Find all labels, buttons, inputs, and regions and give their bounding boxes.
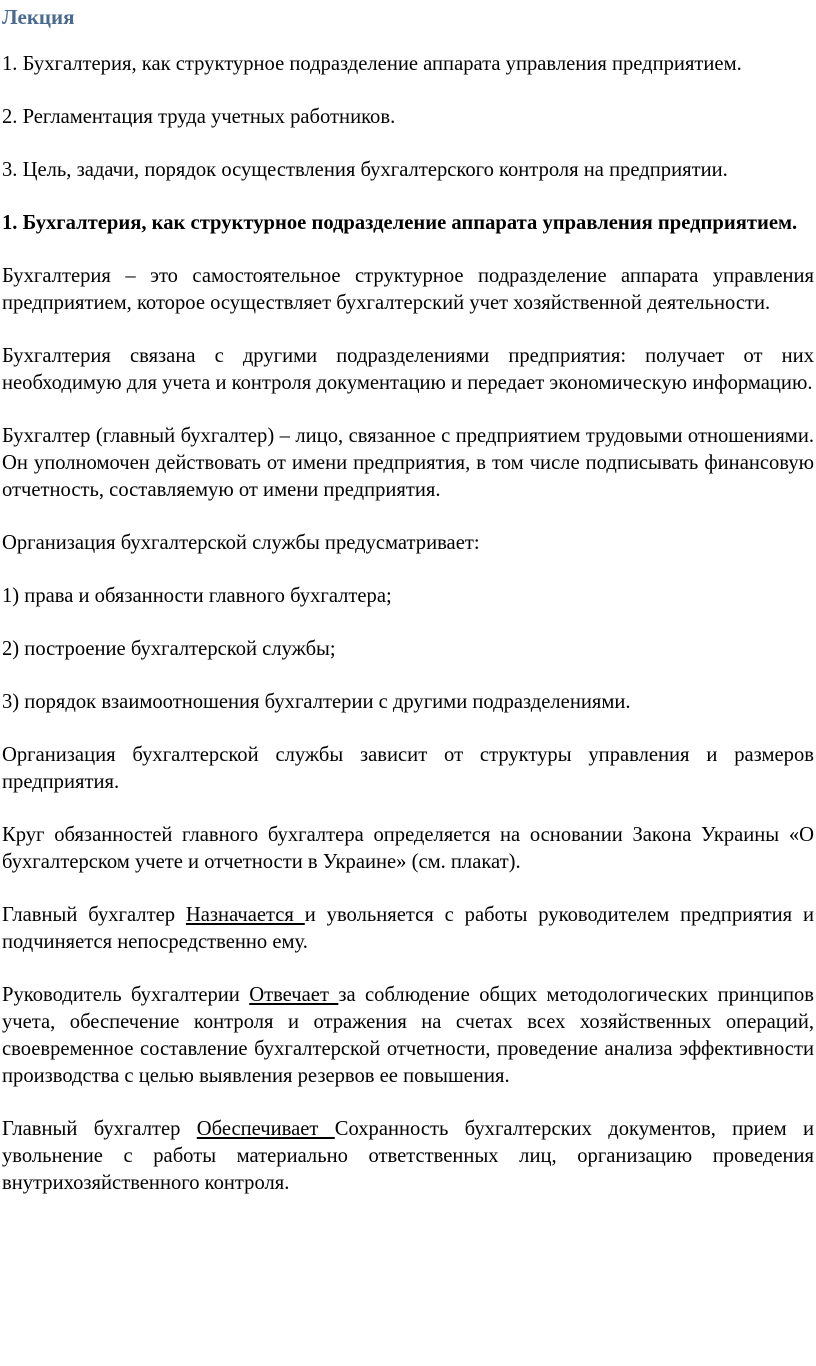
paragraph-duties: Круг обязанностей главного бухгалтера определяется на основании Закона Украины «О бухгалтерском учете и отчетности в Украине» (см. плакат). — [2, 824, 814, 873]
paragraph-ensures — [2, 1116, 814, 1197]
list-item-3: 3) порядок взаимоотношения бухгалтерии с другими подразделениями. — [2, 691, 631, 713]
paragraph-relations: Бухгалтерия связана с другими подразделениями предприятия: получает от них необходимую для учета и контроля документацию и передает экономическую информацию. — [2, 345, 814, 394]
plan-item-1: 1. Бухгалтерия, как структурное подразделение аппарата управления предприятием. — [2, 53, 742, 75]
appointed-link[interactable]: Назначается — [185, 904, 305, 926]
lecture-title: Лекция — [2, 5, 75, 29]
paragraph-responsible-start: Руководитель бухгалтерии — [2, 984, 250, 1006]
paragraph-accountant: Бухгалтер (главный бухгалтер) – лицо, связанное с предприятием трудовыми отношениями. Он уполномочен действовать от имени предприятия, в том числе подписывать финансовую отчетность, составляемую от имени предприятия. — [2, 425, 814, 501]
paragraph-appointed — [2, 902, 814, 956]
paragraph-structure: Организация бухгалтерской службы зависит от структуры управления и размеров предприятия. — [2, 744, 814, 793]
plan-item-2: 2. Регламентация труда учетных работников. — [2, 106, 396, 128]
list-item-2: 2) построение бухгалтерской службы; — [2, 638, 336, 660]
paragraph-appointed-end: и увольняется с работы руководителем предприятия и подчиняется непосредственно ему. — [2, 904, 814, 953]
paragraph-organization: Организация бухгалтерской службы предусматривает: — [2, 532, 480, 554]
plan-item-3: 3. Цель, задачи, порядок осуществления бухгалтерского контроля на предприятии. — [2, 159, 728, 181]
section-heading: 1. Бухгалтерия, как структурное подразделение аппарата управления предприятием. — [2, 212, 798, 234]
ensures-link[interactable]: Обеспечивает — [196, 1118, 335, 1140]
paragraph-responsible — [2, 982, 814, 1090]
paragraph-definition: Бухгалтерия – это самостоятельное структурное подразделение аппарата управления предприятием, которое осуществляет бухгалтерский учет хозяйственной деятельности. — [2, 265, 814, 314]
responsible-link[interactable]: Отвечает — [249, 984, 339, 1006]
list-item-1: 1) права и обязанности главного бухгалтера; — [2, 585, 392, 607]
paragraph-appointed-start: Главный бухгалтер — [2, 904, 186, 926]
paragraph-ensures-end: Сохранность бухгалтерских документов, прием и увольнение с работы материально ответственных лиц, организацию проведения внутрихозяйственного контроля. — [2, 1118, 814, 1194]
paragraph-responsible-end: за соблюдение общих методологических принципов учета, обеспечение контроля и отражения на счетах всех хозяйственных операций, своевременное составление бухгалтерской отчетности, проведение анализа эффективности производства с целью выявления резервов ее повышения. — [2, 984, 815, 1087]
paragraph-ensures-start: Главный бухгалтер — [2, 1118, 197, 1140]
